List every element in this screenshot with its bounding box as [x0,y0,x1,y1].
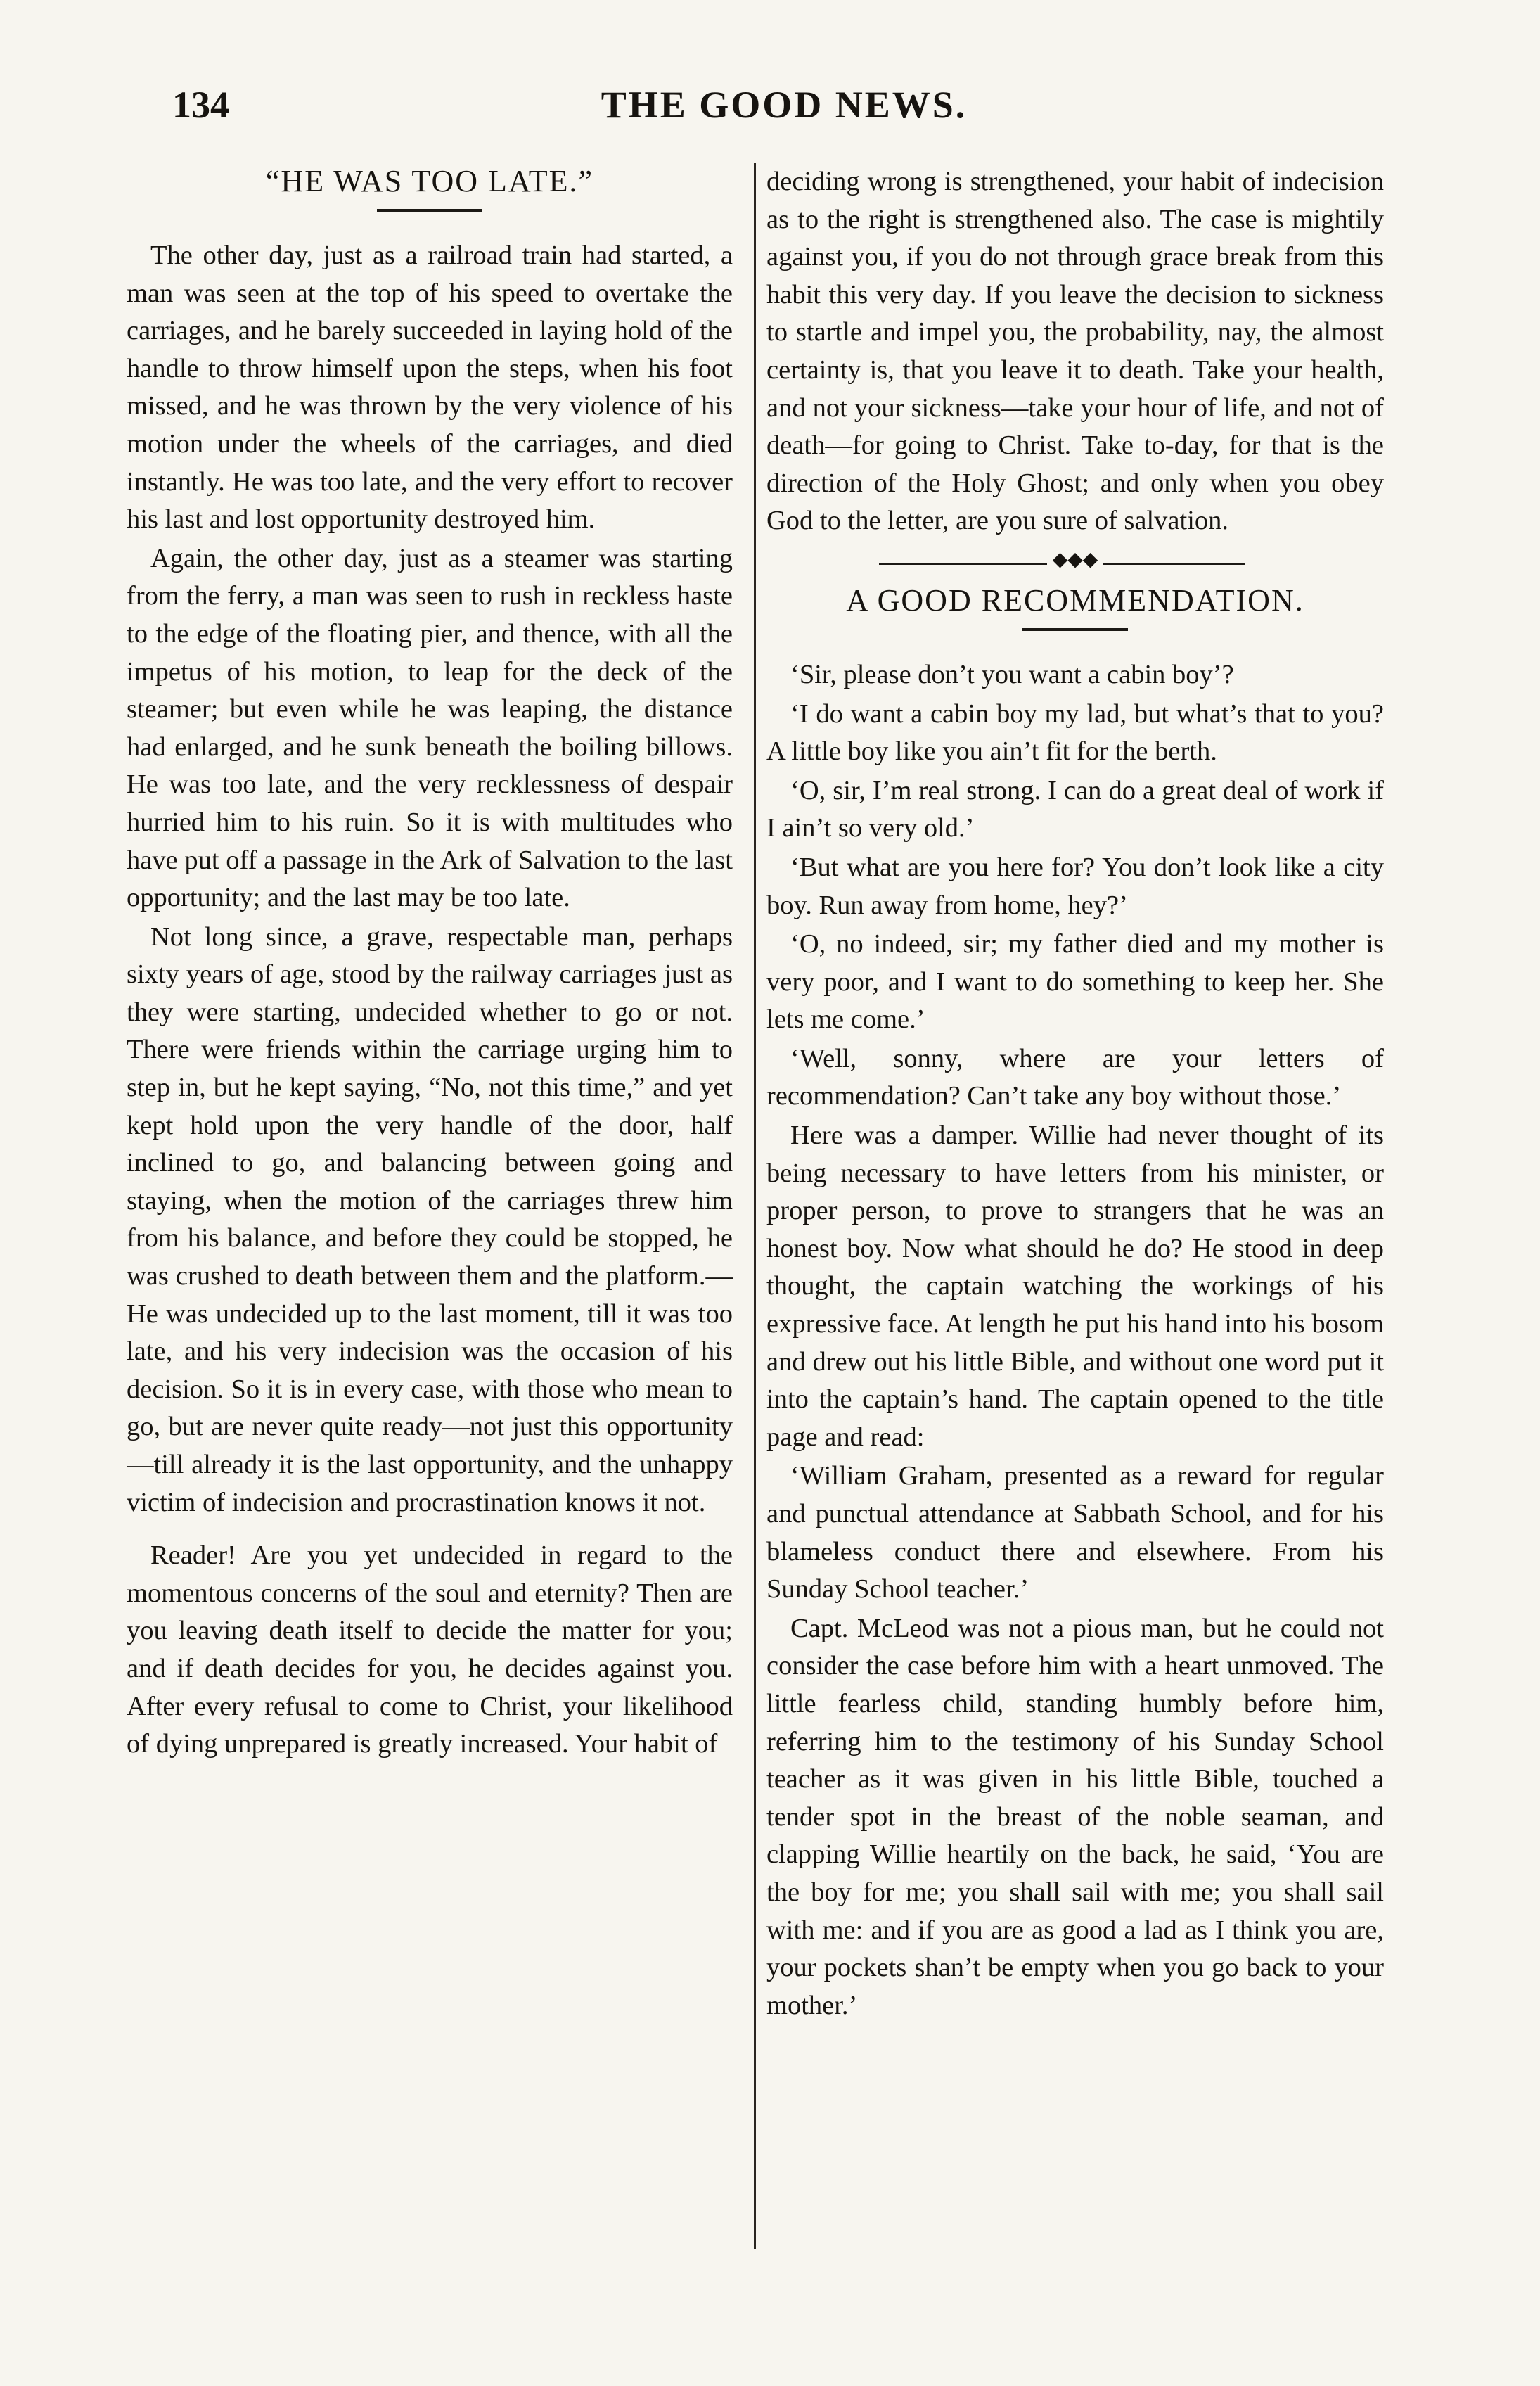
article-paragraph: Again, the other day, just as a steamer was starting from the ferry, a man was seen to rush in reckless haste to the edge of the floating pier, and thence, with all the impetus of his motion, to leap for the deck of the steamer; but even while he was leaping, the distance had enlarged, and he sunk beneath the boiling billows. He was too late, and the very recklessness of despair hurried him to his ruin. So it is with multitudes who have put off a passage in the Ark of Salvation to the last opportunity; and the last may be too late. [127,543,733,913]
dialogue-paragraph: ‘O, no indeed, sir; my father died and my mother is very poor, and I want to do something to keep her. She lets me come.’ [766,929,1384,1035]
article-paragraph: Reader! Are you yet undecided in regard to the momentous concerns of the soul and eternity? Then are you leaving death itself to decide the matter for you; and if death decides for you, he decides against you. After every refusal to come to Christ, your likelihood of dying unprepared is greatly increased. Your habit of [127,1540,733,1759]
right-column [766,163,1384,2266]
paper-title: THE GOOD NEWS. [601,84,968,126]
title-rule [1022,628,1128,631]
ornament-glyph: ◆◆◆ [1047,549,1104,570]
dialogue-paragraph: ‘O, sir, I’m real strong. I can do a great deal of work if I ain’t so very old.’ [766,775,1384,843]
article-paragraph: The other day, just as a railroad train had started, a man was seen at the top of his speed to overtake the carriages, and he barely succeeded in laying hold of the handle to throw himself upon the steps, when his foot missed, and he was thrown by the very violence of his motion under the wheels of the carriages, and died instantly. He was too late, and the very effort to recover his last and lost opportunity destroyed him. [127,241,733,535]
narrative-paragraph: Here was a damper. Willie had never thought of its being necessary to have letters from his minister, or proper person, to prove to strangers that he was an honest boy. Now what should he do? He stood in deep thought, the captain watching the workings of his expressive face. At length he put his hand into his bosom and drew out his little Bible, and without one word put it into the captain’s hand. The captain opened to the title page and read: [766,1121,1384,1452]
left-column [127,163,733,2266]
article-title-too-late: “HE WAS TOO LATE.” [265,164,594,198]
article-paragraph: Not long since, a grave, respectable man, perhaps sixty years of age, stood by the railway carriages just as they were starting, undecided whether to go or not. There were friends within the carriage urging him to step in, but he kept saying, “No, not this time,” and yet kept hold upon the very handle of the door, half inclined to go, and balancing between going and staying, when the motion of the carriages threw him from his balance, and before they could be stopped, he was crushed to death between them and the platform.—He was undecided up to the last moment, till it was too late, and his very indecision was the occasion of his decision. So it is in every case, with those who mean to go, but are never quite ready—not just this opportunity—till already it is the last opportunity, and the unhappy victim of indecision and procrastination knows it not. [127,921,733,1517]
section-ornament [766,550,1384,578]
running-head [172,83,1396,139]
dialogue-paragraph: ‘I do want a cabin boy my lad, but what’s that to you? A little boy like you ain’t fit for the berth. [766,698,1384,767]
page-number: 134 [172,84,229,126]
dialogue-paragraph: ‘Well, sonny, where are your letters of recommendation? Can’t take any boy without those.’ [766,1043,1384,1111]
title-rule [377,209,482,212]
narrative-paragraph: Capt. McLeod was not a pious man, but he could not consider the case before him with a heart unmoved. The little fearless child, standing humbly before him, referring him to the testimony of his Sunday School teacher as it was given in his little Bible, touched a tender spot in the breast of the noble seaman, and clapping Willie heartily on the back, he said, ‘You are the boy for me; you shall sail with me; you shall sail with me: and if you are as good a lad as I think you are, your pockets shan’t be empty when you go back to your mother.’ [766,1613,1384,2020]
article-title-recommendation: A GOOD RECOMMENDATION. [846,582,1304,618]
dialogue-paragraph: ‘But what are you here for? You don’t look like a city boy. Run away from home, hey?’ [766,852,1384,920]
column-divider [754,163,756,2249]
article-paragraph-continued: deciding wrong is strengthened, your habit of indecision as to the right is strengthened also. The case is mightily against you, if you do not through grace break from this habit this very day. If you leave the decision to sickness to startle and impel you, the probability, nay, the almost certainty is, that you leave it to death. Take your health, and not your sickness—take your hour of life, and not of death—for going to Christ. Take to-day, for that is the direction of the Holy Ghost; and only when you obey God to the letter, are you sure of salvation. [766,167,1384,536]
dialogue-paragraph: ‘Sir, please don’t you want a cabin boy’? [790,659,1234,689]
bible-inscription: ‘William Graham, presented as a reward for regular and punctual attendance at Sabbath School, and for his blameless conduct there and elsewhere. From his Sunday School teacher.’ [766,1461,1384,1605]
